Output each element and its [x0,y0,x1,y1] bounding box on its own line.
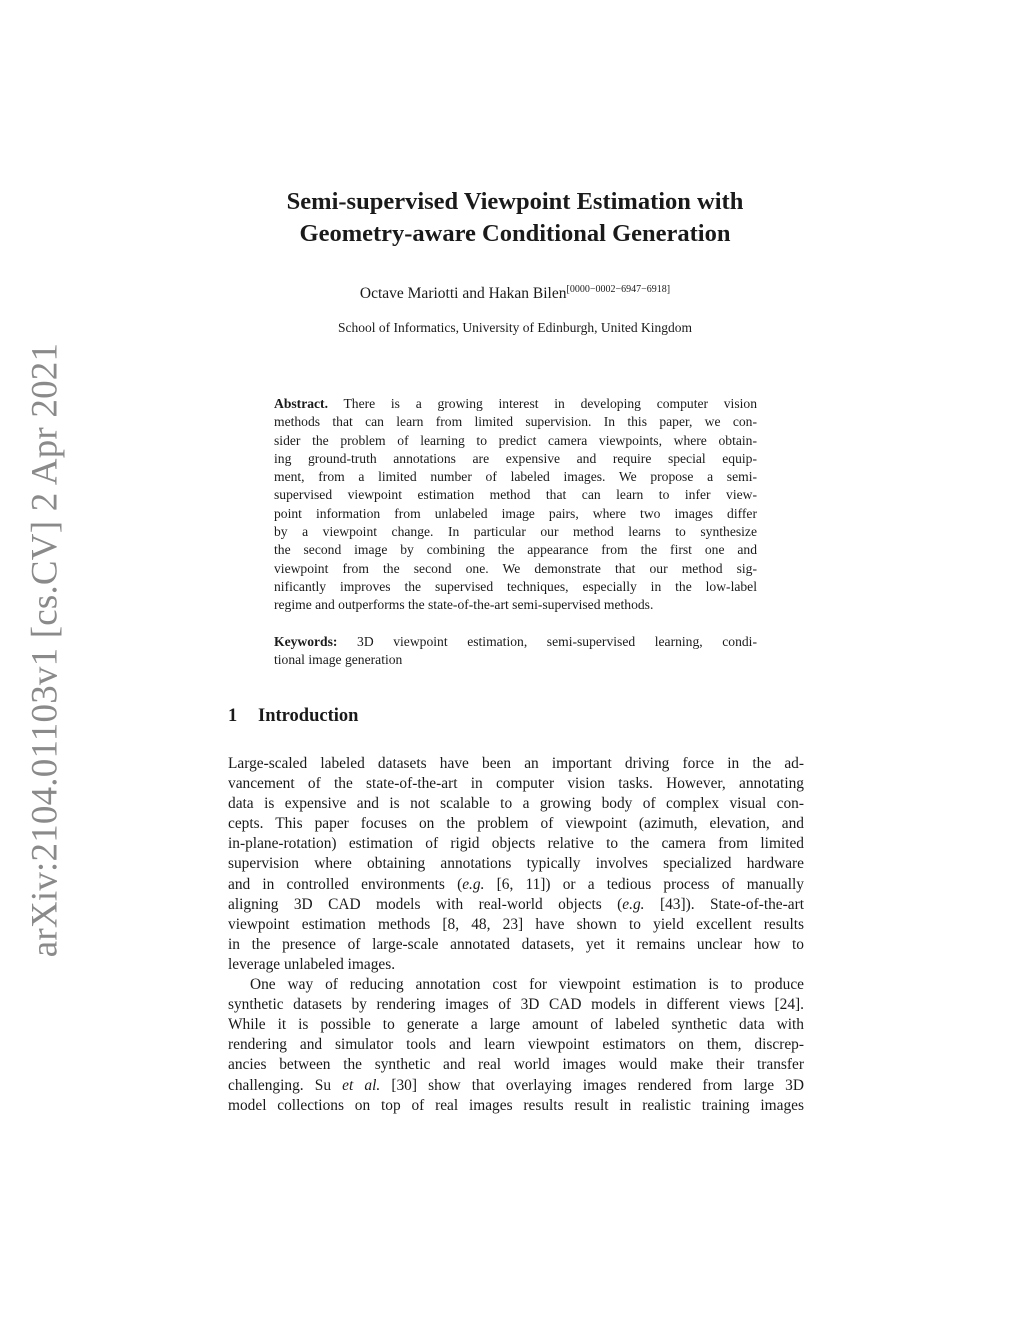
section-title: Introduction [258,706,359,726]
affiliation: School of Informatics, University of Edinburgh, United Kingdom [337,320,693,335]
keywords-label: Keywords: [274,634,338,649]
keywords [274,633,757,670]
orcid-id: [0000−0002−6947−6918] [566,284,671,295]
title-line-2: Geometry-aware Conditional Generation [299,220,731,247]
abstract-line: ment, from a limited number of labeled images. We propose a semi- [274,469,757,485]
text-line: in-plane-rotation) estimation of rigid objects relative to the camera from limited [228,835,804,853]
text-line: supervision where obtaining annotations typically involves specialized hardware [228,855,804,873]
abstract-label: Abstract. [274,396,328,411]
title-line-1: Semi-supervised Viewpoint Estimation with [286,188,744,215]
introduction-body [228,754,804,1116]
paper-title [200,186,830,250]
text-line: synthetic datasets by rendering images of 3D CAD models in different views [24]. [228,996,804,1014]
author-names: Octave Mariotti and Hakan Bilen [359,285,567,302]
text-line: While it is possible to generate a large amount of labeled synthetic data with [228,1016,804,1034]
abstract-line: supervised viewpoint estimation method that can learn to infer view- [274,487,757,503]
abstract [274,395,757,615]
text-line: leverage unlabeled images. [228,955,396,973]
abstract-line: by a viewpoint change. In particular our method learns to synthesize [274,524,757,540]
abstract-line: methods that can learn from limited supervision. In this paper, we con- [274,414,757,430]
text-line: aligning 3D CAD models with real-world objects (e.g. [43]). State-of-the-art [228,895,804,913]
abstract-line: point information from unlabeled image pairs, where two images differ [274,505,757,521]
text-line: and in controlled environments (e.g. [6, 11]) or a tedious process of manually [228,875,804,893]
text-line: rendering and simulator tools and learn viewpoint estimators on them, discrep- [228,1036,804,1054]
text-line: vancement of the state-of-the-art in computer vision tasks. However, annotating [228,775,804,793]
text-line: cepts. This paper focuses on the problem of viewpoint (azimuth, elevation, and [228,815,804,833]
paragraph-2 [228,975,804,1116]
abstract-line: ing ground-truth annotations are expensive and require special equip- [274,450,757,466]
abstract-line: sider the problem of learning to predict camera viewpoints, where obtain- [274,432,757,448]
abstract-line: viewpoint from the second one. We demonstrate that our method sig- [274,560,757,576]
text-line: in the presence of large-scale annotated datasets, yet it remains unclear how to [228,935,804,953]
abstract-line: Abstract. There is a growing interest in developing computer vision [274,396,757,411]
arxiv-identifier [18,342,72,958]
keywords-line: Keywords: 3D viewpoint estimation, semi-supervised learning, condi- [274,634,757,649]
abstract-line: nificantly improves the supervised techniques, especially in the low-label [274,578,757,594]
text-line: challenging. Su et al. [30] show that overlaying images rendered from large 3D [228,1076,804,1094]
text-line: viewpoint estimation methods [8, 48, 23] have shown to yield excellent results [228,915,804,933]
abstract-line: the second image by combining the appearance from the first one and [274,542,757,558]
keywords-line: tional image generation [274,652,403,668]
author-list [200,284,830,303]
section-number: 1 [228,706,238,726]
text-line: Large-scaled labeled datasets have been an important driving force in the ad- [228,755,804,772]
arxiv-identifier-text: arXiv:2104.01103v1 [cs.CV] 2 Apr 2021 [24,342,66,958]
text-line: One way of reducing annotation cost for viewpoint estimation is to produce [250,976,804,994]
text-line: ancies between the synthetic and real world images would make their transfer [228,1056,804,1074]
text-line: model collections on top of real images results result in realistic training images [228,1096,804,1114]
paragraph-1 [228,754,804,975]
abstract-line: regime and outperforms the state-of-the-art semi-supervised methods. [274,597,654,613]
text-line: data is expensive and is not scalable to a growing body of complex visual con- [228,795,804,813]
section-heading-introduction [228,706,358,727]
